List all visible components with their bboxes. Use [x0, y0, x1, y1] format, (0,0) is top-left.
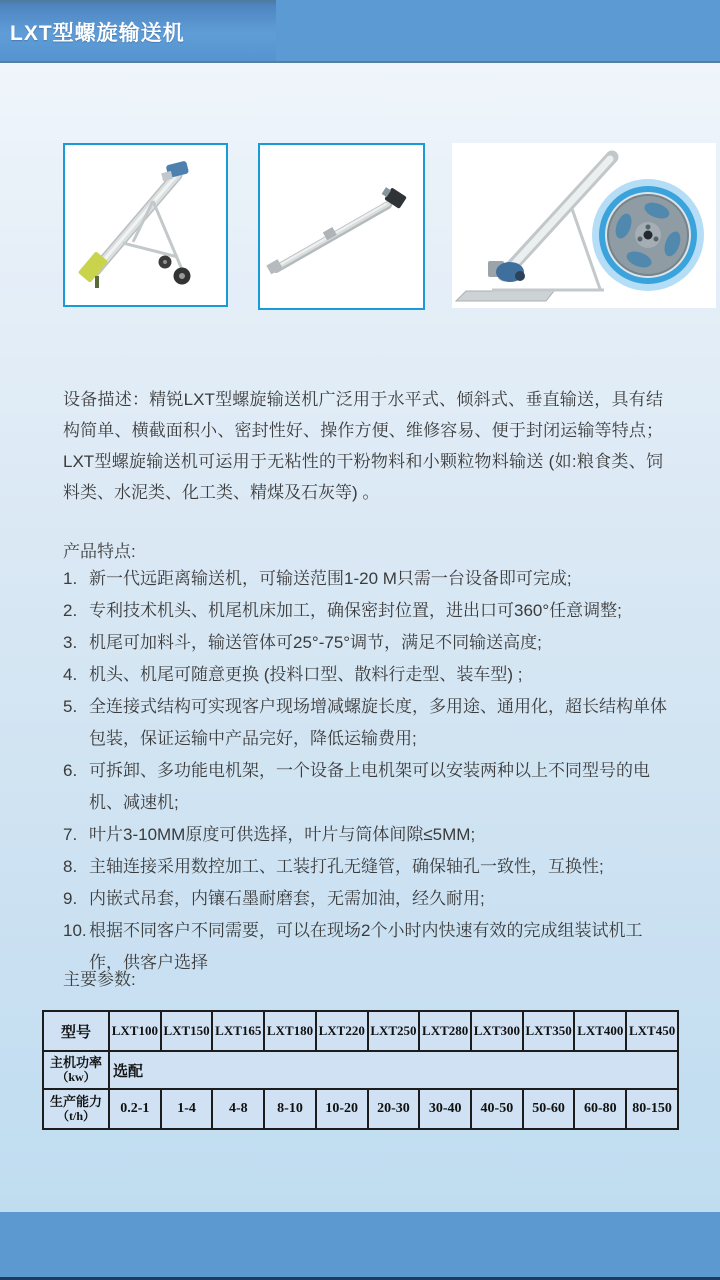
capacity-value-cell: 60-80	[574, 1089, 626, 1129]
feature-item	[63, 691, 669, 755]
feature-number: 1.	[63, 569, 78, 588]
feature-item	[63, 915, 669, 979]
capacity-value-cell: 10-20	[316, 1089, 368, 1129]
feature-number: 10.	[63, 921, 87, 940]
power-label: 主机功率	[49, 1055, 102, 1070]
product-photo-3	[452, 143, 716, 308]
product-photo-2	[258, 143, 425, 310]
capacity-value-cell: 50-60	[523, 1089, 575, 1129]
features-list	[63, 563, 669, 979]
feature-number: 6.	[63, 761, 78, 780]
feature-item	[63, 659, 669, 691]
feature-number: 3.	[63, 633, 78, 652]
power-label-cell	[43, 1051, 109, 1089]
feature-number: 4.	[63, 665, 78, 684]
feature-number: 5.	[63, 697, 78, 716]
feature-text: 可拆卸、多功能电机架，一个设备上电机架可以安装两种以上不同型号的电机、减速机;	[89, 761, 650, 812]
capacity-value-cell: 40-50	[471, 1089, 523, 1129]
feature-text: 专利技术机头、机尾机床加工，确保密封位置，进出口可360°任意调整;	[89, 601, 622, 620]
model-header-cell: LXT350	[523, 1011, 575, 1051]
feature-number: 9.	[63, 889, 78, 908]
model-header-cell: LXT250	[368, 1011, 420, 1051]
capacity-value-cell: 20-30	[368, 1089, 420, 1129]
inclined-conveyor-image	[65, 145, 226, 305]
feature-item	[63, 563, 669, 595]
capacity-value-cell: 30-40	[419, 1089, 471, 1129]
capacity-value-cell: 0.2-1	[109, 1089, 161, 1129]
capacity-value-cell: 8-10	[264, 1089, 316, 1129]
pulley-wheel	[592, 179, 704, 291]
feature-text: 主轴连接采用数控加工、工装打孔无缝管，确保轴孔一致性，互换性;	[89, 857, 604, 876]
feature-number: 2.	[63, 601, 78, 620]
feature-text: 机尾可加料斗，输送管体可25°-75°调节，满足不同输送高度;	[89, 633, 542, 652]
params-table	[42, 1010, 679, 1130]
feature-item	[63, 883, 669, 915]
header-bar	[0, 0, 720, 63]
product-photo-1	[63, 143, 228, 307]
feature-text: 叶片3-10MM原度可供选择，叶片与筒体间隙≤5MM;	[89, 825, 476, 844]
model-header-cell: LXT220	[316, 1011, 368, 1051]
feature-text: 机头、机尾可随意更换 (投料口型、散料行走型、装车型) ;	[89, 665, 523, 684]
header-tab	[0, 0, 276, 61]
feature-item	[63, 851, 669, 883]
footer-bar	[0, 1212, 720, 1280]
params-heading: 主要参数:	[63, 970, 136, 989]
capacity-row	[43, 1089, 678, 1129]
feature-text: 新一代远距离输送机，可输送范围1-20 M只需一台设备即可完成;	[89, 569, 572, 588]
power-row	[43, 1051, 678, 1089]
power-value-cell: 选配	[109, 1051, 678, 1089]
feature-text: 全连接式结构可实现客户现场增减螺旋长度，多用途、通用化，超长结构单体包装，保证运输中产品完好，降低运输费用;	[89, 697, 667, 748]
model-label-cell: 型号	[43, 1011, 109, 1051]
model-header-cell: LXT165	[212, 1011, 264, 1051]
model-header-cell: LXT100	[109, 1011, 161, 1051]
feature-item	[63, 755, 669, 819]
capacity-value-cell: 1-4	[161, 1089, 213, 1129]
feature-item	[63, 819, 669, 851]
capacity-unit: （t/h）	[56, 1109, 95, 1123]
conveyor-tube-image	[260, 145, 423, 308]
power-unit: （kw）	[56, 1070, 96, 1084]
features-heading: 产品特点:	[63, 542, 136, 561]
model-row	[43, 1011, 678, 1051]
capacity-label-cell	[43, 1089, 109, 1129]
capacity-value-cell: 80-150	[626, 1089, 678, 1129]
capacity-value-cell: 4-8	[212, 1089, 264, 1129]
device-description: 设备描述：精锐LXT型螺旋输送机广泛用于水平式、倾斜式、垂直输送，具有结构简单、横截面积小、密封性好、操作方便、维修容易、便于封闭运输等特点；LXT型螺旋输送机可运用于无粘性的干粉物料和小颗粒物料输送 (如:粮食类、饲料类、水泥类、化工类、精煤及石灰等) 。	[63, 390, 663, 502]
model-header-cell: LXT300	[471, 1011, 523, 1051]
feature-number: 7.	[63, 825, 78, 844]
conveyor-and-pulley-image	[452, 143, 716, 308]
feature-item	[63, 595, 669, 627]
feature-text: 内嵌式吊套，内镶石墨耐磨套，无需加油，经久耐用;	[89, 889, 485, 908]
model-header-cell: LXT280	[419, 1011, 471, 1051]
model-header-cell: LXT450	[626, 1011, 678, 1051]
capacity-label: 生产能力	[49, 1094, 102, 1109]
feature-text: 根据不同客户不同需要，可以在现场2个小时内快速有效的完成组装试机工作，供客户选择	[89, 921, 643, 972]
model-header-cell: LXT150	[161, 1011, 213, 1051]
feature-number: 8.	[63, 857, 78, 876]
page-title: LXT型螺旋输送机	[10, 22, 185, 45]
model-header-cell: LXT180	[264, 1011, 316, 1051]
model-header-cell: LXT400	[574, 1011, 626, 1051]
feature-item	[63, 627, 669, 659]
